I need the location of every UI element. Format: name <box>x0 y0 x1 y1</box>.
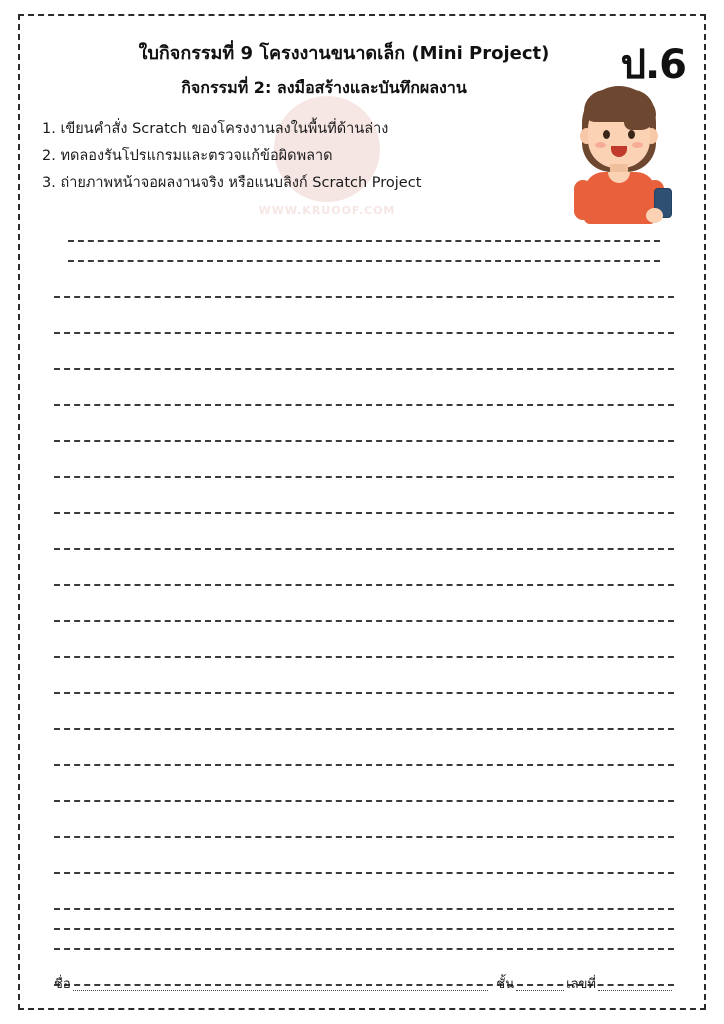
page-title: ใบกิจกรรมที่ 9 โครงงานขนาดเล็ก (Mini Project) <box>138 43 550 64</box>
footer-fields <box>54 973 674 994</box>
name-input[interactable] <box>73 989 489 991</box>
page-subtitle: กิจกรรมที่ 2: ลงมือสร้างและบันทึกผลงาน <box>181 78 467 97</box>
watermark-text: WWW.KRUOOF.COM <box>258 204 396 217</box>
instruction-item: 3. ถ่ายภาพหน้าจอผลงานจริง หรือแนบลิงก์ Scratch Project <box>42 174 422 191</box>
name-label: ชื่อ <box>54 977 71 992</box>
number-input[interactable] <box>598 989 672 991</box>
instructions-list <box>42 116 522 196</box>
number-label: เลขที่ <box>566 977 596 992</box>
instruction-item: 1. เขียนคำสั่ง Scratch ของโครงงานลงในพื้นที่ด้านล่าง <box>42 121 389 137</box>
grade-badge: ป.6 <box>620 42 686 88</box>
writing-lines <box>54 240 674 986</box>
worksheet-page <box>18 14 706 1010</box>
girl-with-phone-icon <box>566 84 678 224</box>
class-label: ชั้น <box>496 977 515 992</box>
class-input[interactable] <box>516 989 564 991</box>
instruction-item: 2. ทดลองรันโปรแกรมและตรวจแก้ข้อผิดพลาด <box>42 147 333 164</box>
